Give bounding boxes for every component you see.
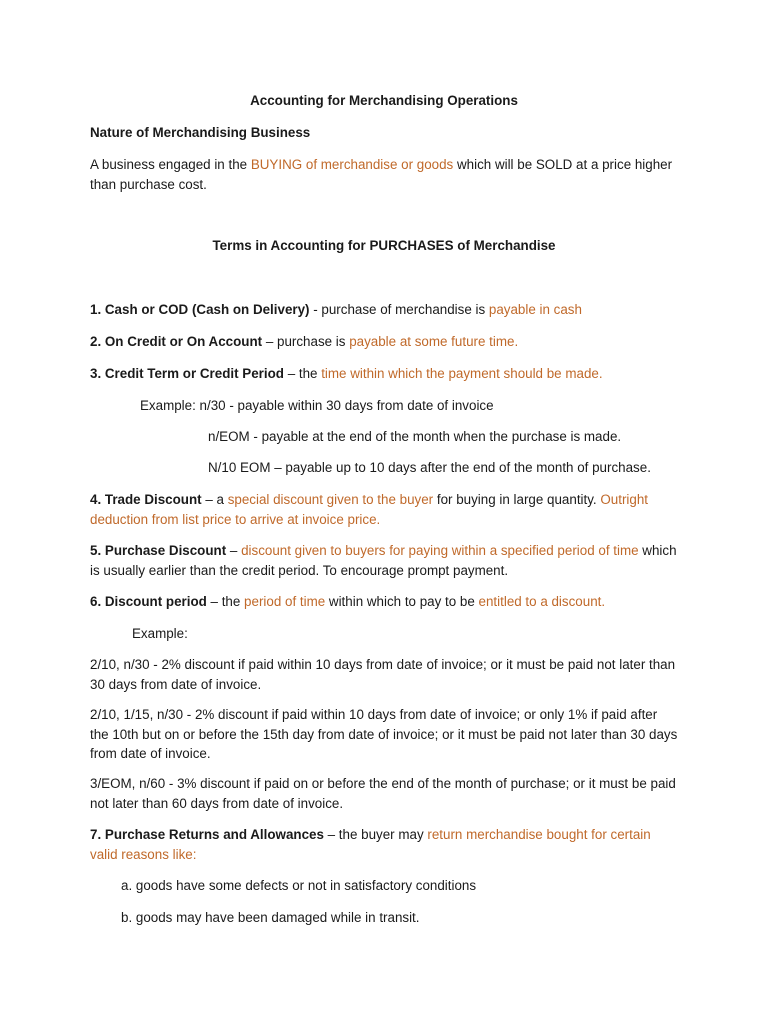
nature-text-1: A business engaged in the bbox=[90, 157, 251, 172]
credit-example-1: Example: n/30 - payable within 30 days from date of invoice bbox=[140, 398, 494, 413]
term-item-1 bbox=[90, 300, 678, 320]
nature-heading: Nature of Merchandising Business bbox=[90, 125, 311, 140]
term-6-highlight: period of time bbox=[244, 594, 326, 609]
term-3-label: 3. Credit Term or Credit Period bbox=[90, 366, 284, 381]
discount-example-3: 3/EOM, n/60 - 3% discount if paid on or before the end of the month of purchase; or it must be paid not later than 60 days from date of invoice. bbox=[90, 776, 676, 811]
nature-text-2: which will be SOLD at a price higher than purchase cost. bbox=[90, 157, 673, 192]
term-item-4 bbox=[90, 490, 678, 529]
discount-example-label: Example: bbox=[132, 626, 188, 641]
nature-paragraph bbox=[90, 155, 678, 194]
term-4-sep: – a bbox=[201, 492, 228, 507]
credit-example-2: n/EOM - payable at the end of the month when the purchase is made. bbox=[208, 429, 622, 444]
term-item-3 bbox=[90, 364, 678, 384]
term-4-label: 4. Trade Discount bbox=[90, 492, 202, 507]
document-title: Accounting for Merchandising Operations bbox=[250, 93, 518, 108]
term-item-6 bbox=[90, 592, 678, 612]
term-2-label: 2. On Credit or On Account bbox=[90, 334, 263, 349]
term-6-highlight-2: entitled to a discount. bbox=[478, 594, 606, 609]
reason-item-b: b. goods may have been damaged while in transit. bbox=[121, 910, 420, 925]
term-2-sep: – purchase is bbox=[262, 334, 350, 349]
term-7-highlight: return merchandise bought for certain valid reasons like: bbox=[90, 827, 651, 862]
term-item-5 bbox=[90, 541, 678, 580]
discount-example-2: 2/10, 1/15, n/30 - 2% discount if paid within 10 days from date of invoice; or only 1% if paid after the 10th but on or before the 15th day from date of invoice; or it must be paid not later than 30 days from date of invoice. bbox=[90, 707, 678, 761]
term-3-sep: – the bbox=[283, 366, 322, 381]
term-5-sep: – bbox=[226, 543, 242, 558]
term-item-2 bbox=[90, 332, 678, 352]
term-1-label: 1. Cash or COD (Cash on Delivery) bbox=[90, 302, 310, 317]
term-7-label: 7. Purchase Returns and Allowances bbox=[90, 827, 324, 842]
term-4-mid: for buying in large quantity. bbox=[433, 492, 601, 507]
term-5-highlight: discount given to buyers for paying within a specified period of time bbox=[241, 543, 639, 558]
term-6-sep: – the bbox=[206, 594, 245, 609]
discount-example-1: 2/10, n/30 - 2% discount if paid within 10 days from date of invoice; or it must be paid not later than 30 days from date of invoice. bbox=[90, 657, 676, 692]
term-6-mid: within which to pay to be bbox=[325, 594, 479, 609]
nature-highlight: BUYING of merchandise or goods bbox=[250, 157, 454, 172]
term-item-7 bbox=[90, 825, 678, 864]
term-4-highlight-2: Outright deduction from list price to arrive at invoice price. bbox=[90, 492, 649, 527]
term-6-label: 6. Discount period bbox=[90, 594, 207, 609]
terms-heading: Terms in Accounting for PURCHASES of Merchandise bbox=[212, 238, 556, 253]
term-2-highlight: payable at some future time. bbox=[349, 334, 519, 349]
term-3-highlight: time within which the payment should be made. bbox=[321, 366, 603, 381]
term-1-sep: - purchase of merchandise is bbox=[309, 302, 489, 317]
term-5-rest: which is usually earlier than the credit period. To encourage prompt payment. bbox=[90, 543, 677, 578]
term-1-highlight: payable in cash bbox=[488, 302, 582, 317]
term-4-highlight: special discount given to the buyer bbox=[227, 492, 434, 507]
reason-item-a: a. goods have some defects or not in satisfactory conditions bbox=[121, 878, 477, 893]
term-7-sep: – the buyer may bbox=[323, 827, 428, 842]
credit-example-3: N/10 EOM – payable up to 10 days after the end of the month of purchase. bbox=[208, 460, 651, 475]
term-5-label: 5. Purchase Discount bbox=[90, 543, 227, 558]
